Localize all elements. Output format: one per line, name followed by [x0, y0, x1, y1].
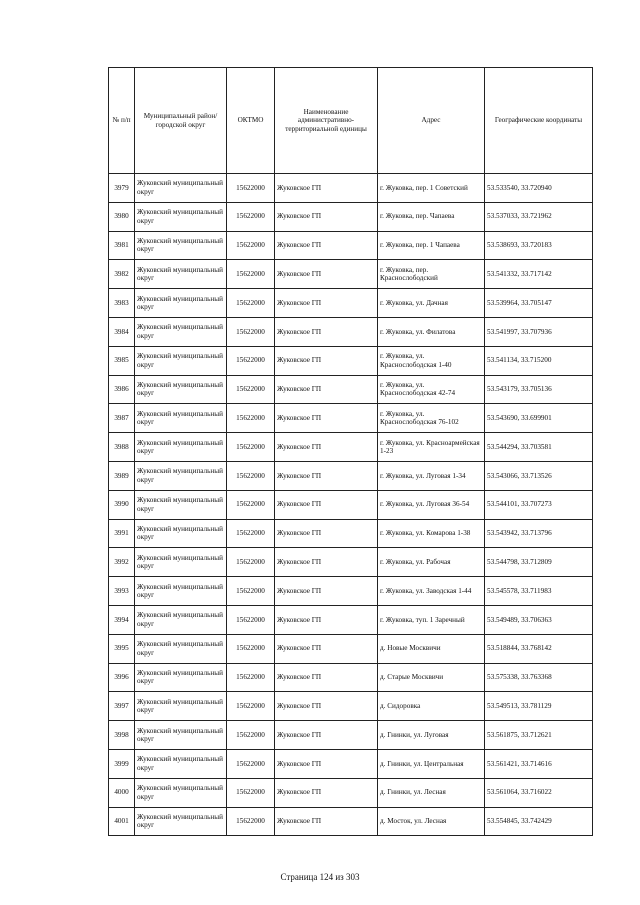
cell-num: 3979 — [109, 174, 135, 203]
table-row — [109, 375, 593, 404]
cell-oktmo: 15622000 — [227, 404, 275, 433]
cell-district: Жуковский муниципальный округ — [135, 605, 227, 634]
cell-num: 3985 — [109, 346, 135, 375]
cell-num: 3996 — [109, 663, 135, 692]
cell-oktmo: 15622000 — [227, 174, 275, 203]
table-row — [109, 605, 593, 634]
cell-district: Жуковский муниципальный округ — [135, 548, 227, 577]
cell-unit: Жуковское ГП — [275, 663, 378, 692]
cell-num: 4000 — [109, 778, 135, 807]
cell-geo: 53.541332, 33.717142 — [485, 260, 593, 289]
table-row — [109, 519, 593, 548]
cell-num: 3989 — [109, 461, 135, 490]
cell-oktmo: 15622000 — [227, 778, 275, 807]
cell-address: д. Гнинки, ул. Луговая — [378, 721, 485, 750]
cell-geo: 53.518844, 33.768142 — [485, 634, 593, 663]
cell-num: 3990 — [109, 490, 135, 519]
cell-address: д. Старые Москвичи — [378, 663, 485, 692]
cell-num: 3991 — [109, 519, 135, 548]
cell-oktmo: 15622000 — [227, 433, 275, 462]
cell-unit: Жуковское ГП — [275, 807, 378, 836]
cell-geo: 53.541134, 33.715200 — [485, 346, 593, 375]
cell-address: д. Гнинки, ул. Лесная — [378, 778, 485, 807]
table-row — [109, 202, 593, 231]
cell-address: г. Жуковка, ул. Дачная — [378, 289, 485, 318]
table-row — [109, 721, 593, 750]
cell-num: 3992 — [109, 548, 135, 577]
cell-unit: Жуковское ГП — [275, 490, 378, 519]
cell-district: Жуковский муниципальный округ — [135, 749, 227, 778]
cell-oktmo: 15622000 — [227, 202, 275, 231]
header-num: № п/п — [109, 68, 135, 174]
cell-num: 3980 — [109, 202, 135, 231]
cell-address: г. Жуковка, ул. Рабочая — [378, 548, 485, 577]
cell-oktmo: 15622000 — [227, 289, 275, 318]
cell-geo: 53.541997, 33.707936 — [485, 317, 593, 346]
cell-num: 3999 — [109, 749, 135, 778]
cell-unit: Жуковское ГП — [275, 231, 378, 260]
cell-geo: 53.575338, 33.763368 — [485, 663, 593, 692]
cell-geo: 53.549489, 33.706363 — [485, 605, 593, 634]
cell-geo: 53.561421, 33.714616 — [485, 749, 593, 778]
cell-district: Жуковский муниципальный округ — [135, 634, 227, 663]
cell-unit: Жуковское ГП — [275, 375, 378, 404]
cell-num: 3983 — [109, 289, 135, 318]
cell-address: г. Жуковка, ул. Красноармейская 1-23 — [378, 433, 485, 462]
cell-num: 4001 — [109, 807, 135, 836]
cell-address: д. Мосток, ул. Лесная — [378, 807, 485, 836]
cell-num: 3998 — [109, 721, 135, 750]
cell-geo: 53.543942, 33.713796 — [485, 519, 593, 548]
table-header-row — [109, 68, 593, 174]
cell-geo: 53.561064, 33.716022 — [485, 778, 593, 807]
cell-address: г. Жуковка, пер. Чапаева — [378, 202, 485, 231]
cell-geo: 53.544101, 33.707273 — [485, 490, 593, 519]
cell-unit: Жуковское ГП — [275, 605, 378, 634]
table-row — [109, 404, 593, 433]
cell-num: 3982 — [109, 260, 135, 289]
cell-num: 3984 — [109, 317, 135, 346]
cell-address: г. Жуковка, ул. Краснослободская 42-74 — [378, 375, 485, 404]
cell-geo: 53.544798, 33.712809 — [485, 548, 593, 577]
cell-unit: Жуковское ГП — [275, 461, 378, 490]
cell-oktmo: 15622000 — [227, 461, 275, 490]
cell-num: 3997 — [109, 692, 135, 721]
cell-address: г. Жуковка, ул. Филатова — [378, 317, 485, 346]
cell-unit: Жуковское ГП — [275, 721, 378, 750]
header-district: Муниципальный район/городской округ — [135, 68, 227, 174]
table-row — [109, 663, 593, 692]
cell-oktmo: 15622000 — [227, 346, 275, 375]
cell-address: д. Новые Москвичи — [378, 634, 485, 663]
cell-address: г. Жуковка, пер. 1 Советский — [378, 174, 485, 203]
table-row — [109, 692, 593, 721]
cell-oktmo: 15622000 — [227, 634, 275, 663]
table-row — [109, 490, 593, 519]
cell-district: Жуковский муниципальный округ — [135, 404, 227, 433]
cell-address: г. Жуковка, пер. 1 Чапаева — [378, 231, 485, 260]
cell-num: 3981 — [109, 231, 135, 260]
cell-unit: Жуковское ГП — [275, 519, 378, 548]
cell-district: Жуковский муниципальный округ — [135, 490, 227, 519]
cell-geo: 53.543066, 33.713526 — [485, 461, 593, 490]
cell-unit: Жуковское ГП — [275, 692, 378, 721]
cell-geo: 53.539964, 33.705147 — [485, 289, 593, 318]
cell-district: Жуковский муниципальный округ — [135, 807, 227, 836]
cell-geo: 53.545578, 33.711983 — [485, 577, 593, 606]
cell-geo: 53.549513, 33.781129 — [485, 692, 593, 721]
cell-unit: Жуковское ГП — [275, 174, 378, 203]
cell-geo: 53.533540, 33.720940 — [485, 174, 593, 203]
cell-oktmo: 15622000 — [227, 519, 275, 548]
cell-district: Жуковский муниципальный округ — [135, 461, 227, 490]
cell-geo: 53.544294, 33.703581 — [485, 433, 593, 462]
cell-address: г. Жуковка, пер. Краснослободский — [378, 260, 485, 289]
cell-district: Жуковский муниципальный округ — [135, 231, 227, 260]
cell-district: Жуковский муниципальный округ — [135, 317, 227, 346]
cell-geo: 53.543690, 33.699901 — [485, 404, 593, 433]
header-address: Адрес — [378, 68, 485, 174]
cell-oktmo: 15622000 — [227, 317, 275, 346]
cell-address: г. Жуковка, ул. Краснослободская 76-102 — [378, 404, 485, 433]
cell-oktmo: 15622000 — [227, 260, 275, 289]
cell-address: г. Жуковка, ул. Заводская 1-44 — [378, 577, 485, 606]
cell-district: Жуковский муниципальный округ — [135, 721, 227, 750]
cell-unit: Жуковское ГП — [275, 577, 378, 606]
registry-table — [108, 67, 593, 836]
cell-oktmo: 15622000 — [227, 605, 275, 634]
cell-oktmo: 15622000 — [227, 231, 275, 260]
page-number: Страница 124 из 303 — [280, 872, 360, 882]
table-row — [109, 461, 593, 490]
table-row — [109, 289, 593, 318]
cell-address: г. Жуковка, ул. Луговая 1-34 — [378, 461, 485, 490]
cell-unit: Жуковское ГП — [275, 404, 378, 433]
cell-oktmo: 15622000 — [227, 548, 275, 577]
cell-num: 3993 — [109, 577, 135, 606]
cell-geo: 53.538693, 33.720183 — [485, 231, 593, 260]
cell-address: г. Жуковка, ул. Луговая 36-54 — [378, 490, 485, 519]
cell-oktmo: 15622000 — [227, 490, 275, 519]
cell-unit: Жуковское ГП — [275, 260, 378, 289]
cell-district: Жуковский муниципальный округ — [135, 778, 227, 807]
cell-district: Жуковский муниципальный округ — [135, 289, 227, 318]
cell-unit: Жуковское ГП — [275, 634, 378, 663]
cell-geo: 53.561875, 33.712621 — [485, 721, 593, 750]
cell-unit: Жуковское ГП — [275, 289, 378, 318]
cell-district: Жуковский муниципальный округ — [135, 433, 227, 462]
cell-district: Жуковский муниципальный округ — [135, 519, 227, 548]
cell-oktmo: 15622000 — [227, 692, 275, 721]
cell-num: 3995 — [109, 634, 135, 663]
cell-geo: 53.554845, 33.742429 — [485, 807, 593, 836]
cell-num: 3986 — [109, 375, 135, 404]
table-row — [109, 433, 593, 462]
cell-district: Жуковский муниципальный округ — [135, 375, 227, 404]
cell-num: 3987 — [109, 404, 135, 433]
cell-district: Жуковский муниципальный округ — [135, 260, 227, 289]
table-row — [109, 231, 593, 260]
table-row — [109, 548, 593, 577]
cell-oktmo: 15622000 — [227, 749, 275, 778]
cell-district: Жуковский муниципальный округ — [135, 663, 227, 692]
cell-unit: Жуковское ГП — [275, 317, 378, 346]
header-geo: Географические координаты — [485, 68, 593, 174]
cell-district: Жуковский муниципальный округ — [135, 202, 227, 231]
cell-district: Жуковский муниципальный округ — [135, 577, 227, 606]
cell-address: г. Жуковка, туп. 1 Заречный — [378, 605, 485, 634]
cell-district: Жуковский муниципальный округ — [135, 174, 227, 203]
cell-unit: Жуковское ГП — [275, 202, 378, 231]
cell-geo: 53.537033, 33.721962 — [485, 202, 593, 231]
cell-address: г. Жуковка, ул. Комарова 1-38 — [378, 519, 485, 548]
cell-oktmo: 15622000 — [227, 663, 275, 692]
cell-address: д. Гнинки, ул. Центральная — [378, 749, 485, 778]
cell-address: г. Жуковка, ул. Краснослободская 1-40 — [378, 346, 485, 375]
cell-unit: Жуковское ГП — [275, 749, 378, 778]
table-body — [109, 174, 593, 836]
cell-district: Жуковский муниципальный округ — [135, 346, 227, 375]
cell-unit: Жуковское ГП — [275, 778, 378, 807]
cell-oktmo: 15622000 — [227, 577, 275, 606]
table-row — [109, 577, 593, 606]
cell-oktmo: 15622000 — [227, 721, 275, 750]
table-row — [109, 634, 593, 663]
cell-unit: Жуковское ГП — [275, 433, 378, 462]
header-unit: Наименование административно-территориальной единицы — [275, 68, 378, 174]
cell-unit: Жуковское ГП — [275, 346, 378, 375]
cell-geo: 53.543179, 33.705136 — [485, 375, 593, 404]
cell-address: д. Сидоровка — [378, 692, 485, 721]
cell-unit: Жуковское ГП — [275, 548, 378, 577]
cell-num: 3994 — [109, 605, 135, 634]
table-row — [109, 346, 593, 375]
header-oktmo: ОКТМО — [227, 68, 275, 174]
cell-district: Жуковский муниципальный округ — [135, 692, 227, 721]
table-row — [109, 174, 593, 203]
cell-oktmo: 15622000 — [227, 375, 275, 404]
table-row — [109, 749, 593, 778]
table-row — [109, 317, 593, 346]
table-row — [109, 260, 593, 289]
table-row — [109, 778, 593, 807]
cell-oktmo: 15622000 — [227, 807, 275, 836]
table-row — [109, 807, 593, 836]
cell-num: 3988 — [109, 433, 135, 462]
